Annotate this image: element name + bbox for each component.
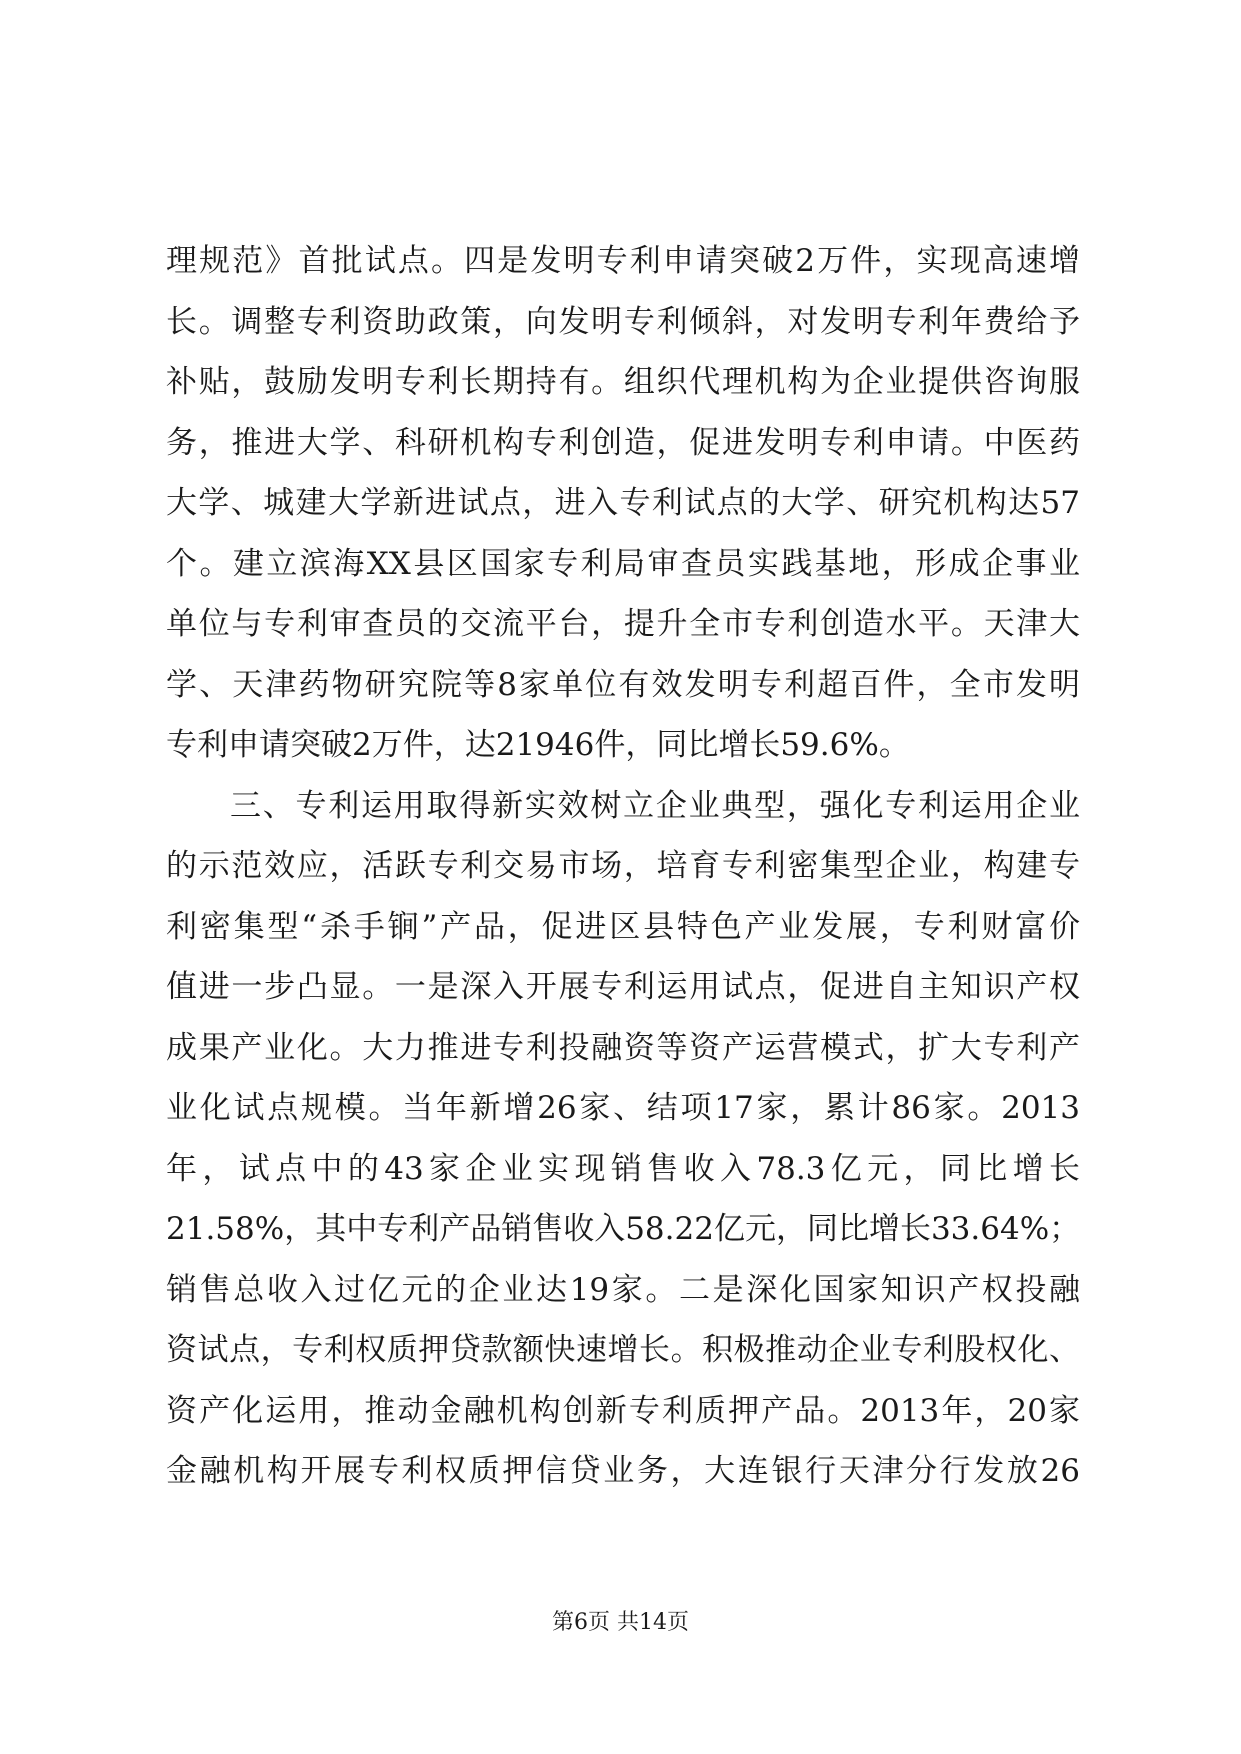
paragraph-2-line-1: 三、专利运用取得新实效树立企业典型，强化专利运用企业 [230,787,1080,824]
paragraph-1-line-7: 单位与专利审查员的交流平台，提升全市专利创造水平。天津大 [166,606,1080,642]
paragraph-1-line-3: 补贴，鼓励发明专利长期持有。组织代理机构为企业提供咨询服 [166,364,1080,400]
paragraph-2-line-4: 值进一步凸显。一是深入开展专利运用试点，促进自主知识产权 [166,969,1080,1005]
paragraph-2-line-8: 21.58%，其中专利产品销售收入58.22亿元，同比增长33.64%； [166,1211,1081,1247]
paragraph-2-line-11: 资产化运用，推动金融机构创新专利质押产品。2013年，20家 [166,1392,1080,1429]
paragraph-2-line-9: 销售总收入过亿元的企业达19家。二是深化国家知识产权投融 [166,1271,1080,1308]
paragraph-2-line-6: 业化试点规模。当年新增26家、结项17家，累计86家。2013 [166,1090,1080,1126]
paragraph-1-line-8: 学、天津药物研究院等8家单位有效发明专利超百件，全市发明 [166,666,1080,703]
paragraph-1-line-5: 大学、城建大学新进试点，进入专利试点的大学、研究机构达57 [166,485,1080,521]
paragraph-2-line-2: 的示范效应，活跃专利交易市场，培育专利密集型企业，构建专 [166,848,1080,884]
paragraph-1-line-4: 务，推进大学、科研机构专利创造，促进发明专利申请。中医药 [166,424,1080,461]
paragraph-1-line-1: 理规范》首批试点。四是发明专利申请突破2万件，实现高速增 [166,243,1080,279]
paragraph-1-line-6: 个。建立滨海XX县区国家专利局审查员实践基地，形成企事业 [166,545,1080,582]
paragraph-1-line-2: 长。调整专利资助政策，向发明专利倾斜，对发明专利年费给予 [166,303,1080,340]
paragraph-2-line-5: 成果产业化。大力推进专利投融资等资产运营模式，扩大专利产 [166,1029,1080,1066]
document-body [166,231,1080,1502]
paragraph-2-line-10: 资试点，专利权质押贷款额快速增长。积极推动企业专利股权化、 [166,1332,1080,1368]
paragraph-2-line-3: 利密集型“杀手锏”产品，促进区县特色产业发展，专利财富价 [166,908,1080,945]
paragraph-2-line-12: 金融机构开展专利权质押信贷业务，大连银行天津分行发放26 [166,1453,1080,1489]
paragraph-2-line-7: 年，试点中的43家企业实现销售收入78.3亿元，同比增长 [166,1150,1080,1187]
page-number-footer: 第6页 共14页 [552,1610,689,1635]
paragraph-1-line-9: 专利申请突破2万件，达21946件，同比增长59.6%。 [166,727,910,763]
